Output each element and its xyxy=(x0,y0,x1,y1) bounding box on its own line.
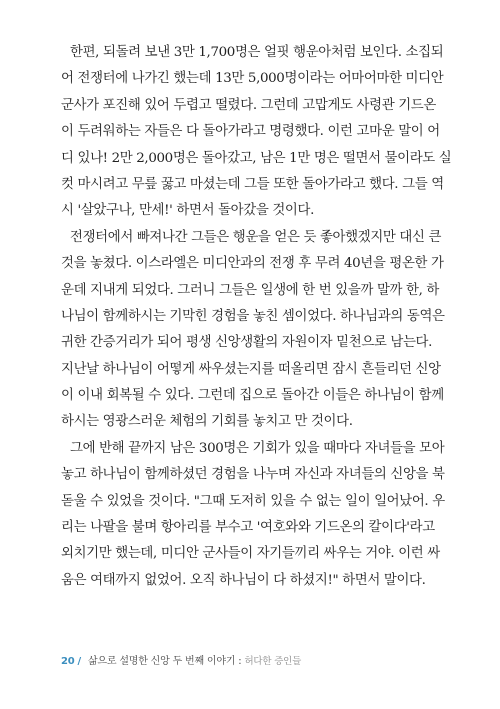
text-line: 어 전쟁터에 나가긴 했는데 13만 5,000명이라는 어마어마한 미디안 xyxy=(61,71,444,87)
text-line: 한편, 되돌려 보낸 3만 1,700명은 얼핏 행운아처럼 보인다. 소집되 xyxy=(70,45,444,60)
text-line: 전쟁터에서 빠져나간 그들은 행운을 얻은 듯 좋아했겠지만 대신 큰 xyxy=(70,229,442,245)
chapter-title: 허다한 증인들 xyxy=(244,656,302,667)
paragraph-3 xyxy=(61,436,445,594)
text-line: 군사가 포진해 있어 두렵고 떨렸다. 그런데 고맙게도 사령관 기드온 xyxy=(61,97,436,113)
text-line: 운데 지내게 되었다. 그러니 그들은 일생에 한 번 있을까 말까 한, 하 xyxy=(61,282,440,298)
text-line: 이 이내 회복될 수 있다. 그런데 집으로 돌아간 이들은 하나님이 함께 xyxy=(61,388,444,404)
text-line: 움은 여태까지 없었어. 오직 하나님이 다 하셨지!" 하면서 말이다. xyxy=(61,572,426,588)
text-line: 시 '살았구나, 만세!' 하면서 돌아갔을 것이다. xyxy=(61,203,314,219)
text-line: 이 두려워하는 자들은 다 돌아가라고 명령했다. 이런 고마운 말이 어 xyxy=(61,124,440,140)
text-line: 디 있나! 2만 2,000명은 돌아갔고, 남은 1만 명은 떨면서 물이라도 실 xyxy=(61,150,452,166)
text-line: 귀한 간증거리가 되어 평생 신앙생활의 자원이자 밑천으로 남는다. xyxy=(61,335,433,351)
footer-separator: / xyxy=(77,656,81,667)
text-line: 놓고 하나님이 함께하셨던 경험을 나누며 자신과 자녀들의 신앙을 북 xyxy=(61,467,445,483)
book-title: 삶으로 설명한 신앙 두 번째 이야기 : xyxy=(87,656,242,667)
text-line: 리는 나팔을 불며 항아리를 부수고 '여호와와 기드온의 칼이다'라고 xyxy=(61,520,435,536)
text-line: 나님이 함께하시는 기막힌 경험을 놓친 셈이었다. 하나님과의 동역은 xyxy=(61,308,445,324)
text-line: 외치기만 했는데, 미디안 군사들이 자기들끼리 싸우는 거야. 이런 싸 xyxy=(61,546,440,562)
text-line: 것을 놓쳤다. 이스라엘은 미디안과의 전쟁 후 무려 40년을 평온한 가 xyxy=(61,256,444,272)
text-line: 컷 마시려고 무릎 꿇고 마셨는데 그들 또한 돌아가라고 했다. 그들 역 xyxy=(61,176,444,192)
paragraph-2 xyxy=(61,225,445,436)
text-line: 그에 반해 끝까지 남은 300명은 기회가 있을 때마다 자녀들을 모아 xyxy=(70,440,445,456)
text-line: 돋울 수 있었을 것이다. "그때 도저히 있을 수 없는 일이 일어났어. 우 xyxy=(61,493,445,509)
page-number: 20 xyxy=(61,656,75,667)
text-line: 지난날 하나님이 어떻게 싸우셨는지를 떠올리면 잠시 흔들리던 신앙 xyxy=(61,361,441,377)
page-body xyxy=(61,40,452,594)
paragraph-1 xyxy=(61,40,452,225)
page-footer xyxy=(61,652,301,667)
text-line: 하시는 영광스러운 체험의 기회를 놓치고 만 것이다. xyxy=(61,414,353,430)
